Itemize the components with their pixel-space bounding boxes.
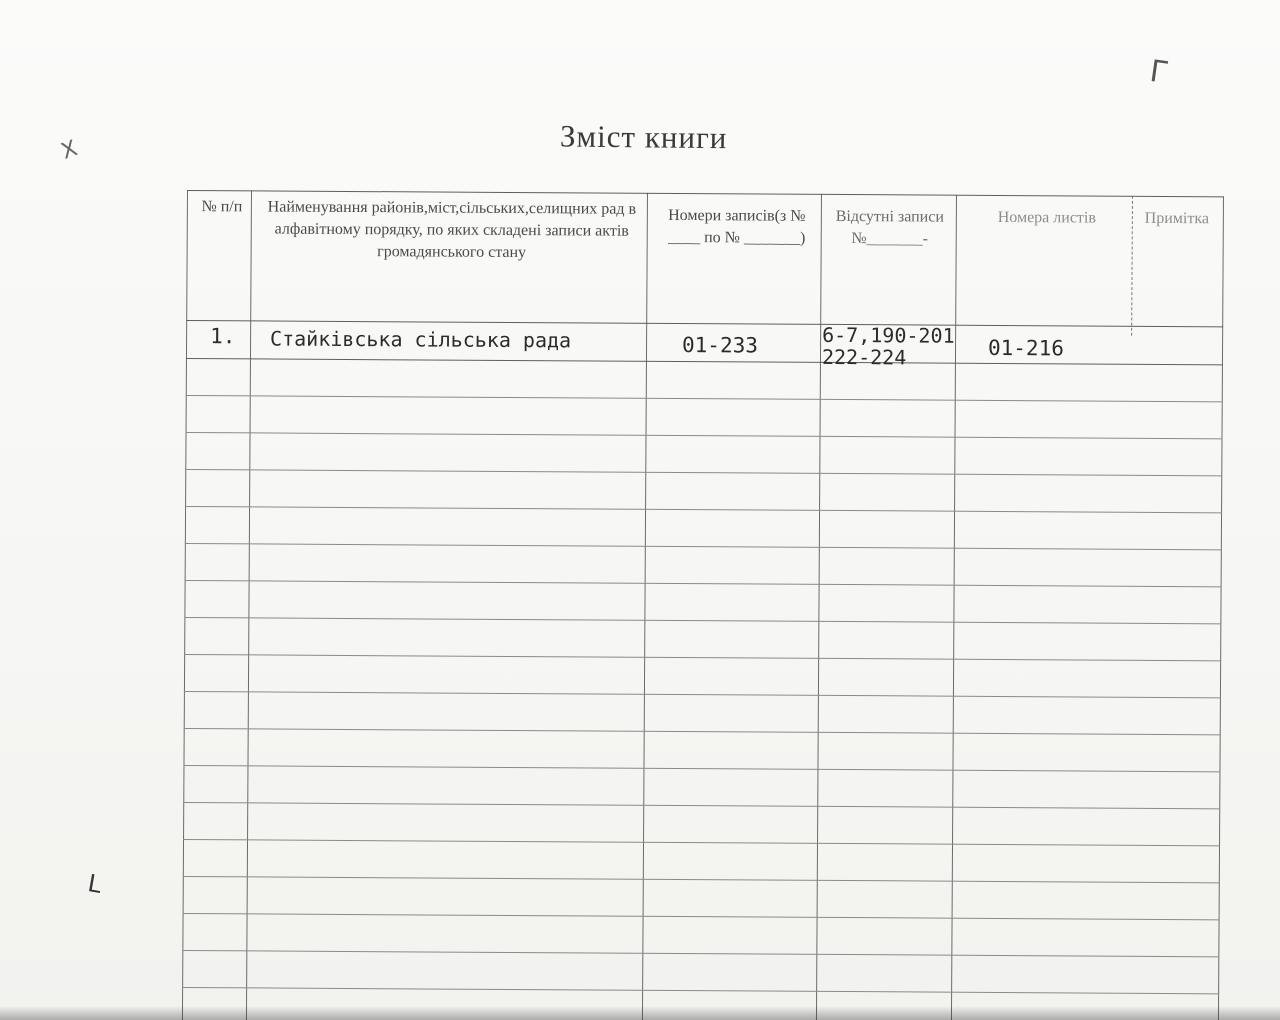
margin-mark-top-right: Г xyxy=(1147,53,1171,92)
row-line xyxy=(183,839,1220,846)
row-line xyxy=(183,876,1220,883)
page-bottom-shadow xyxy=(0,1006,1280,1020)
row-line xyxy=(186,432,1223,439)
margin-mark-left-bottom: L xyxy=(85,869,104,899)
header-record-numbers: Номери записів(з № ____ по № _______) xyxy=(668,206,806,247)
column-divider-5 xyxy=(1131,196,1133,336)
row-line xyxy=(184,654,1221,661)
row-line xyxy=(185,506,1222,513)
page-title: Зміст книги xyxy=(559,118,728,156)
table-border-left xyxy=(182,190,188,1020)
contents-table xyxy=(182,190,1224,1020)
row-line xyxy=(185,469,1222,476)
header-number: № п/п xyxy=(201,198,243,216)
row-1-name: Стайківська сільська рада xyxy=(270,326,572,353)
row-1-missing-records-line1: 6-7,190-201 xyxy=(822,322,955,348)
row-line xyxy=(185,580,1222,587)
row-line xyxy=(184,617,1221,624)
row-line xyxy=(183,802,1220,809)
column-divider-3 xyxy=(816,194,822,1020)
row-1-sheet-numbers: 01-216 xyxy=(987,335,1064,361)
row-line xyxy=(182,987,1219,994)
row-line xyxy=(185,543,1222,550)
row-line xyxy=(182,950,1219,957)
column-divider-1 xyxy=(246,190,252,1020)
margin-mark-left-top: X xyxy=(58,136,81,165)
row-1-record-numbers: 01-233 xyxy=(681,333,758,358)
row-1-number: 1. xyxy=(210,324,236,349)
header-notes: Примітка xyxy=(1144,209,1210,228)
row-line xyxy=(183,913,1220,920)
header-missing-records: Відсутні записи №_______- xyxy=(835,207,944,248)
row-line xyxy=(184,691,1221,698)
row-line xyxy=(186,395,1223,402)
row-line xyxy=(184,728,1221,735)
table-border-right xyxy=(1218,196,1224,1020)
header-name: Найменування районів,міст,сільських,селищних рад в алфавітному порядку, по яких складені записи актів громадянського стану xyxy=(267,198,637,262)
column-divider-2 xyxy=(642,193,648,1020)
header-sheet-numbers: Номера листів xyxy=(997,208,1097,227)
row-1-missing-records-line2: 222-224 xyxy=(821,344,907,370)
column-divider-4 xyxy=(951,195,957,1020)
row-line xyxy=(183,765,1220,772)
row-line xyxy=(186,358,1223,365)
